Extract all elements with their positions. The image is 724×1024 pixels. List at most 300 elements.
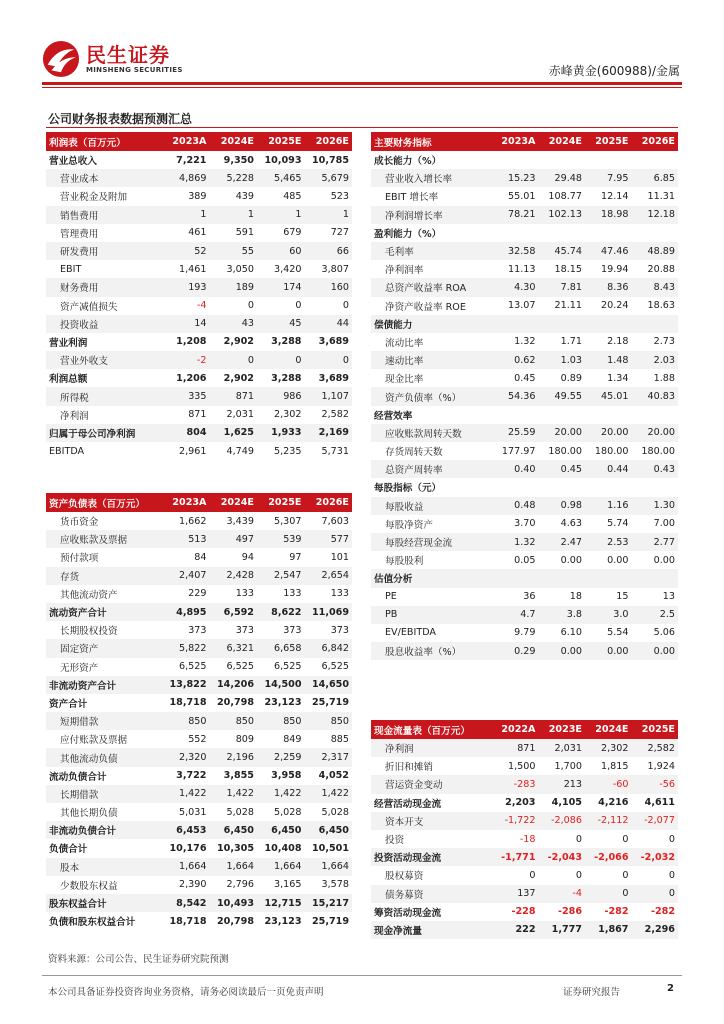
row-value: 485 [283,190,302,202]
row-value: 7.81 [539,278,586,296]
row-value: 2,902 [223,372,254,384]
row-value: 4.7 [492,606,539,624]
row-value: 523 [330,190,349,202]
table-header-row [46,493,352,512]
row-value [632,478,679,496]
row-value: 66 [305,242,353,260]
row-value: 850 [305,712,353,730]
row-value: 19.94 [601,263,629,275]
row-value: 180.00 [641,445,675,457]
table-row [46,151,352,169]
row-value: 850 [162,712,210,730]
row-value: 25,719 [311,697,349,709]
row-value: 591 [235,227,254,239]
row-value: 0.00 [539,642,586,660]
row-value: 20,798 [216,697,254,709]
row-value: 5,028 [274,806,302,818]
row-value: 2.53 [585,533,632,551]
year-header-cell: 2024E [585,720,632,739]
row-value: 2.03 [632,351,679,369]
row-value: 3.70 [514,518,536,530]
row-value: 389 [188,190,207,202]
table-row [46,315,352,333]
row-value: 10,305 [216,842,254,854]
row-value: 850 [210,712,258,730]
row-label: 利润总额 [49,374,88,386]
row-value: 1.34 [607,372,629,384]
row-value: 5,822 [162,639,210,657]
row-value: 1 [210,206,258,224]
row-value: 4,105 [551,797,582,809]
row-value [539,406,586,424]
row-value: 4,895 [162,603,210,621]
year-header-cell: 2025E [257,132,305,151]
row-value: 18.63 [647,300,675,312]
row-label: 负债合计 [49,844,88,856]
row-value: 177.97 [501,445,536,457]
row-value: 871 [210,387,258,405]
row-value: 2,317 [305,748,353,766]
row-value: 373 [330,624,349,636]
table-row [46,512,352,530]
row-value: 373 [188,624,207,636]
row-label: 财务费用 [46,278,162,296]
row-value: 1,208 [176,336,207,348]
table-row [371,515,678,533]
table-header-row [46,132,352,151]
row-value: 18 [569,591,582,603]
row-value: 0 [668,869,675,881]
row-value: 14 [162,315,210,333]
row-value: 0.45 [539,460,586,478]
table-row [46,894,352,912]
row-label: 流动负债合计 [49,771,107,783]
row-value: 1.03 [539,351,586,369]
row-value: -286 [557,906,582,918]
table-title-cell: 资产负债表（百万元） [46,493,162,512]
table-row [371,206,678,224]
row-label: 每股收益 [371,497,492,515]
table-row [371,848,678,866]
row-value: 84 [194,551,207,563]
row-value: 1,700 [554,760,582,772]
row-value: 97 [289,551,302,563]
row-value: 133 [283,588,302,600]
row-value: 439 [235,190,254,202]
row-value: 7,603 [321,515,349,527]
row-value: 10,176 [169,842,207,854]
row-label: 长期借款 [46,785,162,803]
row-value: 3,807 [321,263,349,275]
title-rule [46,127,678,128]
row-value: -228 [511,906,536,918]
table-row [46,676,352,694]
row-value: 5,031 [179,806,207,818]
row-value: 2,428 [210,567,258,585]
row-value: 4.63 [560,518,582,530]
row-value: 5,228 [210,169,258,187]
row-value: 3,689 [318,336,349,348]
row-value: 1,625 [210,424,258,442]
row-value: 0 [622,869,629,881]
table-row [46,242,352,260]
row-value: 10,408 [264,842,302,854]
row-label: 速动比率 [371,351,492,369]
table-row [371,224,678,242]
row-value: 1,422 [305,785,353,803]
row-value: 5.06 [653,627,675,639]
row-value: 0.44 [585,460,632,478]
year-header-cell: 2024E [539,132,586,151]
year-header-cell: 2025E [632,720,679,739]
row-value: 1,815 [601,760,629,772]
table-title-cell: 利润表（百万元） [46,132,162,151]
row-label: 净利润 [60,410,89,422]
row-value: -1,771 [492,848,539,866]
row-value [632,569,679,587]
table-row [46,530,352,548]
row-label: EBITDA [49,445,85,457]
table-row [371,297,678,315]
row-label: 估值分析 [371,569,492,587]
row-label: 投资活动现金流 [371,848,492,866]
row-value: 727 [330,227,349,239]
row-value: 6,525 [321,661,349,673]
table-row [371,812,678,830]
row-value: 2.77 [632,533,679,551]
table-title-cell: 现金流量表（百万元） [371,720,492,739]
row-value: 13 [662,591,675,603]
row-value: 6,321 [210,639,258,657]
table-row [46,567,352,585]
row-value: 1,422 [257,785,305,803]
table-row [371,551,678,569]
row-value [539,315,586,333]
year-header-cell: 2025E [257,493,305,512]
row-label: PE [385,591,397,603]
row-value: 1,422 [210,785,258,803]
row-value: 14,500 [257,676,305,694]
row-value: 552 [188,733,207,745]
row-value: -2,112 [585,812,632,830]
row-label: 股东权益合计 [46,894,162,912]
row-value [492,151,539,169]
row-value: -4 [539,885,586,903]
income-statement-table [46,132,352,460]
table-header-row [371,720,678,739]
row-label: 每股经营现金流 [371,533,492,551]
year-header-cell: 2023A [162,493,210,512]
year-header-cell: 2026E [632,132,679,151]
row-value: -2,066 [585,848,632,866]
row-value: 14,650 [305,676,353,694]
row-value: 13,822 [162,676,210,694]
row-label: 存货周转天数 [385,447,443,459]
row-value: -2,032 [632,848,679,866]
row-value: 6,450 [257,821,305,839]
row-value: 6.85 [632,169,679,187]
table-row [46,730,352,748]
year-header-cell: 2023E [539,720,586,739]
row-value: 1 [305,206,353,224]
row-value: 3,958 [271,770,302,782]
table-header-row [371,132,678,151]
year-header-cell: 2022A [492,720,539,739]
row-value: 0 [632,885,679,903]
row-value: 0 [575,833,582,845]
row-label: 现金净流量 [371,921,492,939]
row-value: 0 [529,869,536,881]
table-row [371,406,678,424]
table-row [46,424,352,442]
balance-sheet-table [46,493,352,930]
row-value: 8,542 [162,894,210,912]
row-value: 45.01 [585,387,632,405]
row-value: 20.00 [539,424,586,442]
row-value: 2,169 [305,424,353,442]
row-label: PB [371,606,492,624]
footer-rule [42,975,682,976]
row-value: 0 [247,300,254,312]
row-label: 每股指标（元） [374,483,442,495]
row-value: 15 [616,591,629,603]
row-value: 0 [622,833,629,845]
row-label: 应收账款及票据 [46,530,162,548]
row-value: 8.36 [585,278,632,296]
section-title: 公司财务报表数据预测汇总 [48,112,193,126]
row-label: 每股净资产 [385,519,433,531]
row-value: -2,077 [632,812,679,830]
row-value: 0 [305,351,353,369]
table-row [46,694,352,712]
table-row [46,351,352,369]
row-value: 1 [162,206,210,224]
row-value: 3,689 [318,372,349,384]
row-value: 4,611 [644,797,675,809]
row-label: 流动比率 [385,337,424,349]
table-row [371,242,678,260]
table-row [46,224,352,242]
row-value: 213 [539,775,586,793]
row-value: 11.31 [647,190,675,202]
row-value: 108.77 [548,190,582,202]
table-row [371,624,678,642]
row-value: 885 [330,733,349,745]
row-value: 1.88 [653,372,675,384]
row-label: 其他流动资产 [60,589,118,601]
row-value: 5,028 [321,806,349,818]
row-value: -282 [650,906,675,918]
row-value: 21.11 [554,300,582,312]
row-value: 102.13 [539,206,586,224]
row-value: 2.73 [653,336,675,348]
table-row [371,885,678,903]
row-value: 36 [523,591,536,603]
row-value: 5.54 [607,627,629,639]
row-label: 股本 [46,858,162,876]
row-label: 筹资活动现金流 [374,907,442,919]
row-value: 1,924 [647,760,675,772]
year-header-cell: 2026E [305,132,353,151]
row-label: 净利润增长率 [371,206,492,224]
row-value: 45 [257,315,305,333]
table-row [46,169,352,187]
row-value: -56 [632,775,679,793]
row-value: 3,420 [274,263,302,275]
row-value: 6,450 [210,821,258,839]
row-label: 营业总收入 [49,156,97,168]
row-value: 2.47 [539,533,586,551]
row-value: 0.45 [514,372,536,384]
stock-name-header: 赤峰黄金(600988)/金属 [548,64,680,78]
table-row [371,533,678,551]
row-value: 4,869 [162,169,210,187]
row-label: 销售费用 [46,206,162,224]
row-value [539,478,586,496]
row-label: 净利润率 [385,265,424,277]
row-label: 每股股利 [385,556,424,568]
table-row [46,876,352,894]
row-value [632,315,679,333]
row-value: 0.29 [492,642,539,660]
row-value: 0 [210,351,258,369]
table-row [371,588,678,606]
row-value: 0.89 [560,372,582,384]
row-value: 133 [330,588,349,600]
row-value: 2,961 [179,445,207,457]
row-value: -2 [162,351,210,369]
row-label: 债务募资 [371,885,492,903]
row-label: 偿债能力 [371,315,492,333]
table-row [371,169,678,187]
minsheng-logo-icon [42,40,80,78]
row-value [632,224,679,242]
row-value: 14,206 [210,676,258,694]
table-row [46,387,352,405]
row-value: 3,722 [176,770,207,782]
row-value: 44 [305,315,353,333]
row-value: 10,501 [311,842,349,854]
row-value: 20.88 [647,263,675,275]
row-value: 20.00 [585,424,632,442]
row-value: 193 [162,278,210,296]
row-label: 营业成本 [46,169,162,187]
row-value: 5,465 [257,169,305,187]
row-label: 其他长期负债 [60,808,118,820]
table-row [371,497,678,515]
row-value: 180.00 [548,445,582,457]
row-label: 总资产周转率 [371,460,492,478]
row-value: 78.21 [492,206,539,224]
row-value: 10,493 [210,894,258,912]
row-value: 1,664 [305,858,353,876]
row-value: 2,031 [539,739,586,757]
row-value: 1,422 [162,785,210,803]
table-row [46,297,352,315]
row-value: 11.13 [508,263,536,275]
row-value: 2,582 [632,739,679,757]
row-value: 101 [330,551,349,563]
row-value: 18,718 [169,697,207,709]
row-value: 5,679 [305,169,353,187]
row-value: 18,718 [169,915,207,927]
row-value: 577 [305,530,353,548]
row-value: 2,407 [162,567,210,585]
row-value: 18.15 [554,263,582,275]
year-header-cell: 2023A [492,132,539,151]
table-row [46,187,352,205]
row-label: 股权募资 [385,871,424,883]
row-value [632,406,679,424]
row-value: 2,902 [223,336,254,348]
row-value: 174 [257,278,305,296]
row-value: 12.14 [601,190,629,202]
row-label: 营运资金变动 [371,775,492,793]
row-label: 应收账款周转天数 [371,424,492,442]
row-value: 0.40 [492,460,539,478]
table-row [371,369,678,387]
table-row [371,606,678,624]
row-value [585,315,632,333]
row-label: 资产减值损失 [60,301,118,313]
row-value: -4 [196,300,207,312]
row-label: 短期借款 [46,712,162,730]
row-value: 1,664 [257,858,305,876]
table-row [371,794,678,812]
row-value: 1.71 [560,336,582,348]
table-row [46,260,352,278]
table-row [371,442,678,460]
row-value: 335 [162,387,210,405]
row-value: 3,288 [271,336,302,348]
row-value: 497 [210,530,258,548]
row-value: 6,453 [162,821,210,839]
row-value: 5,235 [274,445,302,457]
row-label: 研发费用 [46,242,162,260]
row-value: 54.36 [492,387,539,405]
row-value [585,406,632,424]
row-value: -2,086 [539,812,586,830]
row-value: 4,216 [598,797,629,809]
row-value: 32.58 [492,242,539,260]
row-value: 15.23 [492,169,539,187]
row-value: 2.18 [607,336,629,348]
row-value: 373 [283,624,302,636]
row-value: 1.48 [585,351,632,369]
row-value: 0 [257,351,305,369]
row-value: 3,439 [226,515,254,527]
row-label: 营业外收支 [46,351,162,369]
table-row [46,548,352,566]
row-value: 55 [210,242,258,260]
table-row [46,821,352,839]
row-label: 固定资产 [46,639,162,657]
financial-indicators-table [371,132,678,660]
row-label: 净利润 [371,739,492,757]
row-label: 经营活动现金流 [374,798,442,810]
table-row [371,424,678,442]
header-rule [42,82,682,85]
table-title-cell: 主要财务指标 [371,132,492,151]
row-value: 461 [188,227,207,239]
row-label: 投资收益 [46,315,162,333]
row-value: 60 [257,242,305,260]
row-value: 1,107 [305,387,353,405]
row-value: 5,731 [321,445,349,457]
row-value: 6,525 [179,661,207,673]
row-value [632,151,679,169]
row-value: 52 [162,242,210,260]
